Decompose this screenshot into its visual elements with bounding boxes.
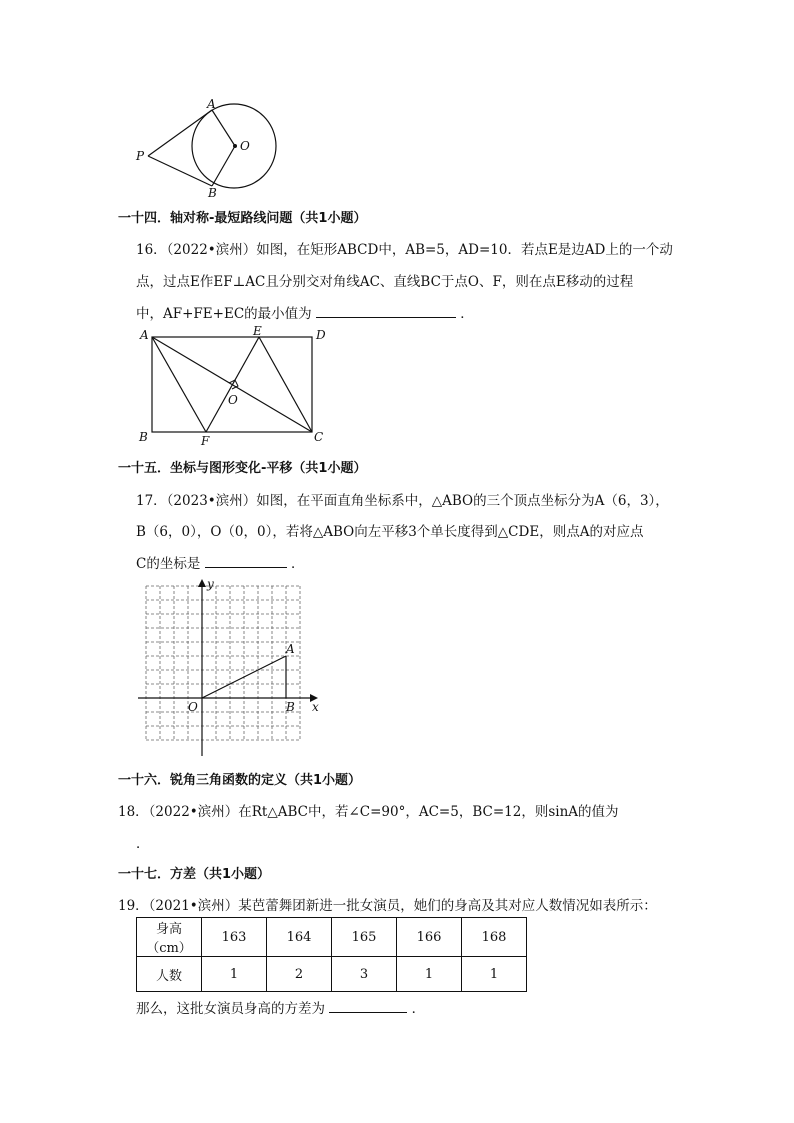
- section-17-heading: 一十七．方差（共1小题）: [118, 867, 271, 882]
- q17-line3: C的坐标是 ．: [136, 556, 305, 572]
- table-cell: 166: [397, 918, 462, 957]
- label-B: B: [208, 186, 217, 200]
- label-B: B: [286, 700, 295, 714]
- q19-answer-blank[interactable]: [329, 1000, 407, 1013]
- table-cell: 163: [202, 918, 267, 957]
- label-C: C: [314, 430, 324, 444]
- table-cell: 3: [332, 957, 397, 992]
- q16-line1: 16．（2022•滨州）如图，在矩形ABCD中，AB=5，AD=10．若点E是边AD上的一个动: [136, 242, 673, 258]
- q16-line2: 点，过点E作EF⊥AC且分别交对角线AC、直线BC于点O、F，则在点E移动的过程: [136, 274, 634, 290]
- label-D: D: [316, 328, 326, 342]
- table-cell: 168: [462, 918, 527, 957]
- circle-tangent-figure: [130, 96, 290, 200]
- label-y: y: [207, 577, 214, 591]
- table-cell: 164: [267, 918, 332, 957]
- table-cell: 2: [267, 957, 332, 992]
- label-P: P: [136, 149, 145, 163]
- q17-line2: B（6，0），O（0，0），若将△ABO向左平移3个单长度得到△CDE，则点A的对应点: [136, 524, 644, 540]
- table-row: [137, 957, 527, 992]
- label-A: A: [207, 97, 216, 111]
- section-16-heading: 一十六．锐角三角函数的定义（共1小题）: [118, 773, 362, 788]
- coordinate-grid-figure: [130, 574, 330, 759]
- q19-line2: 那么，这批女演员身高的方差为 ．: [136, 1001, 426, 1017]
- label-O: O: [188, 700, 198, 714]
- table-cell: 1: [462, 957, 527, 992]
- table-row: [137, 918, 527, 957]
- label-x: x: [312, 700, 319, 714]
- table-cell: 1: [397, 957, 462, 992]
- label-O: O: [228, 393, 238, 407]
- label-O: O: [240, 139, 250, 153]
- table-cell: 人数: [137, 957, 202, 992]
- table-cell: 1: [202, 957, 267, 992]
- height-table: [136, 917, 527, 992]
- q17-line1: 17．（2023•滨州）如图，在平面直角坐标系中，△ABO的三个顶点坐标分为A（6，3），: [136, 493, 669, 509]
- rectangle-figure: [135, 322, 335, 450]
- label-A: A: [140, 328, 149, 342]
- section-15-heading: 一十五．坐标与图形变化-平移（共1小题）: [118, 461, 367, 476]
- label-F: F: [201, 434, 210, 448]
- label-B: B: [139, 430, 148, 444]
- q18-line1: 18．（2022•滨州）在Rt△ABC中，若∠C=90°，AC=5，BC=12，则sinA的值为: [118, 804, 619, 820]
- table-cell: 165: [332, 918, 397, 957]
- label-A: A: [286, 642, 295, 656]
- label-E: E: [253, 324, 262, 338]
- q16-line3: 中，AF+FE+EC的最小值为 ．: [136, 306, 474, 322]
- q17-answer-blank[interactable]: [205, 555, 287, 568]
- q16-answer-blank[interactable]: [316, 305, 456, 318]
- table-cell: 身高（cm）: [137, 918, 202, 957]
- q19-line1: 19．（2021•滨州）某芭蕾舞团新进一批女演员，她们的身高及其对应人数情况如表所示：: [118, 898, 657, 914]
- section-14-heading: 一十四．轴对称-最短路线问题（共1小题）: [118, 211, 367, 226]
- q18-line2: ．: [136, 836, 150, 852]
